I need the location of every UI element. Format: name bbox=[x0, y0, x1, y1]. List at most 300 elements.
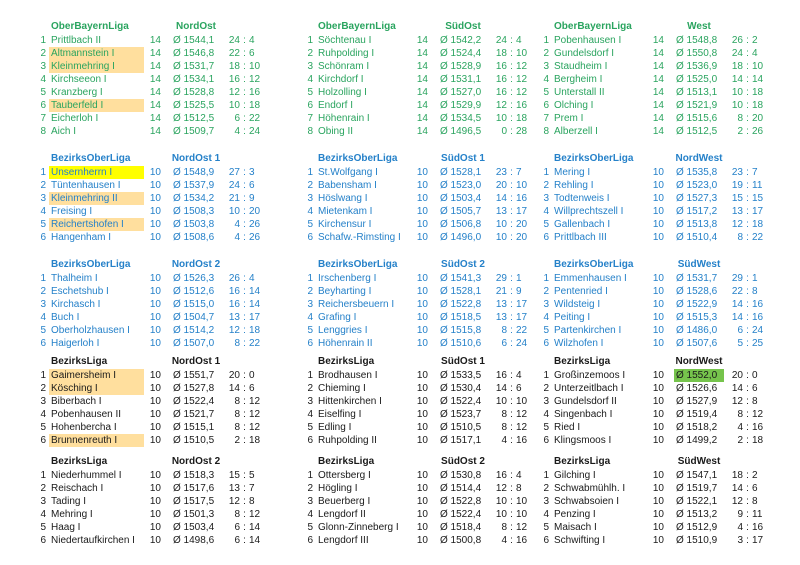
points-won: 9 bbox=[737, 509, 743, 520]
average-score: Ø 1534,1 bbox=[173, 74, 215, 85]
ratio-separator: : bbox=[243, 422, 246, 433]
points-ratio bbox=[225, 382, 264, 395]
average-score: Ø 1503,4 bbox=[440, 193, 482, 204]
ratio-separator: : bbox=[243, 496, 246, 507]
average-score: Ø 1486,0 bbox=[676, 325, 718, 336]
points-ratio bbox=[492, 408, 531, 421]
games-played: 10 bbox=[149, 180, 161, 191]
average-score: Ø 1522,9 bbox=[676, 299, 718, 310]
points-lost: 18 bbox=[249, 100, 261, 111]
points-won: 14 bbox=[495, 193, 507, 204]
points-won: 13 bbox=[731, 206, 743, 217]
ratio-separator: : bbox=[510, 273, 513, 284]
games-spacer bbox=[144, 455, 161, 468]
games-played: 14 bbox=[652, 126, 664, 137]
table-row bbox=[35, 508, 302, 521]
rank: 5 bbox=[307, 522, 313, 533]
ratio-separator: : bbox=[746, 87, 749, 98]
table-row bbox=[302, 421, 538, 434]
average-score: Ø 1523,7 bbox=[440, 409, 482, 420]
rank: 3 bbox=[307, 61, 313, 72]
ratio-separator: : bbox=[510, 232, 513, 243]
points-lost: 16 bbox=[516, 535, 528, 546]
ratio-separator: : bbox=[243, 286, 246, 297]
team-name: Kirchdorf I bbox=[318, 74, 364, 85]
rank-spacer bbox=[35, 355, 46, 368]
points-ratio bbox=[728, 395, 767, 408]
points-lost: 4 bbox=[752, 48, 758, 59]
points-ratio bbox=[225, 112, 264, 125]
points-won: 8 bbox=[737, 409, 743, 420]
team-name: Klingsmoos I bbox=[554, 435, 612, 446]
average-score: Ø 1523,0 bbox=[676, 180, 718, 191]
average-score: Ø 1528,1 bbox=[440, 167, 482, 178]
rank: 2 bbox=[307, 48, 313, 59]
games-played: 10 bbox=[652, 409, 664, 420]
rank: 1 bbox=[543, 370, 549, 381]
rank: 6 bbox=[543, 232, 549, 243]
team-name: Unterzeitlbach I bbox=[554, 383, 624, 394]
average-score: Ø 1529,9 bbox=[440, 100, 482, 111]
team-name: Bergheim I bbox=[554, 74, 603, 85]
points-won: 29 bbox=[731, 273, 743, 284]
points-ratio bbox=[728, 369, 767, 382]
points-won: 16 bbox=[495, 74, 507, 85]
points-ratio bbox=[728, 285, 767, 298]
team-name: Ruhpolding II bbox=[318, 435, 377, 446]
points-ratio bbox=[225, 469, 264, 482]
ratio-separator: : bbox=[746, 470, 749, 481]
games-played: 10 bbox=[149, 496, 161, 507]
points-won: 4 bbox=[501, 535, 507, 546]
points-lost: 26 bbox=[752, 126, 764, 137]
average-score: Ø 1509,7 bbox=[173, 126, 215, 137]
average-score: Ø 1507,0 bbox=[173, 338, 215, 349]
points-won: 16 bbox=[495, 61, 507, 72]
table-row bbox=[35, 382, 302, 395]
points-lost: 14 bbox=[249, 522, 261, 533]
games-played: 10 bbox=[149, 470, 161, 481]
points-won: 14 bbox=[731, 483, 743, 494]
table-row bbox=[538, 534, 774, 547]
points-lost: 12 bbox=[516, 409, 528, 420]
ratio-separator: : bbox=[746, 232, 749, 243]
points-won: 8 bbox=[501, 522, 507, 533]
points-won: 8 bbox=[234, 338, 240, 349]
points-ratio bbox=[225, 218, 264, 231]
rank: 3 bbox=[40, 299, 46, 310]
games-played: 14 bbox=[416, 48, 428, 59]
section-header bbox=[538, 20, 774, 33]
division-title: SüdWest bbox=[677, 259, 721, 270]
table-row bbox=[302, 205, 538, 218]
team-name: Niedertaufkirchen I bbox=[51, 535, 135, 546]
table-row bbox=[35, 205, 302, 218]
league-title: BezirksOberLiga bbox=[318, 259, 398, 270]
games-spacer bbox=[411, 355, 428, 368]
points-won: 10 bbox=[731, 87, 743, 98]
ratio-separator: : bbox=[746, 370, 749, 381]
points-ratio bbox=[225, 231, 264, 244]
league-title: BezirksOberLiga bbox=[318, 153, 398, 164]
ratio-separator: : bbox=[510, 35, 513, 46]
points-lost: 4 bbox=[249, 35, 255, 46]
games-spacer bbox=[411, 152, 428, 165]
rank-spacer bbox=[538, 258, 549, 271]
rank: 2 bbox=[543, 286, 549, 297]
team-name: Kleinmehring I bbox=[49, 60, 144, 73]
section-header bbox=[302, 20, 538, 33]
games-played: 10 bbox=[149, 535, 161, 546]
points-ratio bbox=[225, 179, 264, 192]
points-lost: 1 bbox=[516, 273, 522, 284]
team-name: Ottersberg I bbox=[318, 470, 371, 481]
games-played: 14 bbox=[416, 35, 428, 46]
points-lost: 17 bbox=[249, 312, 261, 323]
games-played: 14 bbox=[652, 35, 664, 46]
average-score: Ø 1513,1 bbox=[676, 87, 718, 98]
table-row bbox=[302, 521, 538, 534]
rank: 4 bbox=[543, 74, 549, 85]
team-name: Mietenkam I bbox=[318, 206, 373, 217]
rank: 6 bbox=[307, 535, 313, 546]
rank: 4 bbox=[40, 509, 46, 520]
ratio-separator: : bbox=[243, 126, 246, 137]
rank: 4 bbox=[40, 206, 46, 217]
table-row bbox=[538, 166, 774, 179]
section-header bbox=[35, 455, 302, 468]
points-won: 14 bbox=[731, 74, 743, 85]
average-score: Ø 1522,4 bbox=[173, 396, 215, 407]
ratio-separator: : bbox=[510, 219, 513, 230]
table-row bbox=[35, 34, 302, 47]
points-ratio bbox=[728, 179, 767, 192]
points-lost: 12 bbox=[516, 422, 528, 433]
table-row bbox=[538, 60, 774, 73]
points-won: 19 bbox=[731, 180, 743, 191]
rank: 4 bbox=[40, 74, 46, 85]
games-played: 10 bbox=[149, 232, 161, 243]
points-won: 20 bbox=[495, 180, 507, 191]
average-score: Ø 1513,2 bbox=[676, 509, 718, 520]
points-lost: 20 bbox=[752, 113, 764, 124]
ratio-separator: : bbox=[510, 286, 513, 297]
table-row bbox=[538, 192, 774, 205]
team-name: Ried I bbox=[554, 422, 581, 433]
rank-spacer bbox=[302, 20, 313, 33]
ratio-separator: : bbox=[746, 100, 749, 111]
points-lost: 6 bbox=[752, 483, 758, 494]
average-score: Ø 1496,5 bbox=[440, 126, 482, 137]
section-header bbox=[538, 355, 774, 368]
team-name: Chieming I bbox=[318, 383, 366, 394]
games-played: 14 bbox=[149, 35, 161, 46]
team-name: Eschetshub I bbox=[51, 286, 109, 297]
points-ratio bbox=[728, 73, 767, 86]
ratio-separator: : bbox=[243, 509, 246, 520]
games-played: 10 bbox=[149, 167, 161, 178]
rank: 1 bbox=[543, 35, 549, 46]
ratio-separator: : bbox=[746, 312, 749, 323]
table-row bbox=[538, 337, 774, 350]
rank: 2 bbox=[40, 383, 46, 394]
table-row bbox=[538, 521, 774, 534]
rank: 1 bbox=[307, 167, 313, 178]
games-played: 14 bbox=[416, 100, 428, 111]
team-name: Söchtenau I bbox=[318, 35, 372, 46]
rank: 4 bbox=[307, 206, 313, 217]
points-lost: 8 bbox=[752, 396, 758, 407]
team-name: Babensham I bbox=[318, 180, 377, 191]
ratio-separator: : bbox=[510, 325, 513, 336]
points-won: 6 bbox=[234, 522, 240, 533]
team-name: Wilzhofen I bbox=[554, 338, 604, 349]
points-lost: 15 bbox=[752, 193, 764, 204]
average-score: Ø 1518,5 bbox=[440, 312, 482, 323]
average-score: Ø 1530,4 bbox=[440, 383, 482, 394]
team-name: Mering I bbox=[554, 167, 591, 178]
rank: 6 bbox=[543, 338, 549, 349]
points-ratio bbox=[492, 298, 531, 311]
rank: 1 bbox=[307, 273, 313, 284]
team-name: Emmenhausen I bbox=[554, 273, 627, 284]
league-section bbox=[302, 152, 538, 244]
ratio-separator: : bbox=[510, 396, 513, 407]
league-section bbox=[538, 152, 774, 244]
ratio-separator: : bbox=[746, 180, 749, 191]
ratio-separator: : bbox=[746, 219, 749, 230]
points-ratio bbox=[492, 324, 531, 337]
division-title: SüdWest bbox=[677, 456, 721, 467]
ratio-separator: : bbox=[510, 338, 513, 349]
average-score: Ø 1519,4 bbox=[676, 409, 718, 420]
games-played: 10 bbox=[149, 522, 161, 533]
rank: 2 bbox=[543, 383, 549, 394]
points-won: 24 bbox=[495, 35, 507, 46]
average-score: Ø 1496,0 bbox=[440, 232, 482, 243]
team-name: Reichersbeuern I bbox=[318, 299, 395, 310]
points-lost: 14 bbox=[752, 74, 764, 85]
points-lost: 18 bbox=[752, 100, 764, 111]
average-score: Ø 1544,1 bbox=[173, 35, 215, 46]
points-won: 2 bbox=[234, 435, 240, 446]
points-ratio bbox=[492, 521, 531, 534]
games-played: 10 bbox=[652, 422, 664, 433]
league-section bbox=[538, 258, 774, 350]
table-row bbox=[35, 298, 302, 311]
games-played: 14 bbox=[149, 100, 161, 111]
points-ratio bbox=[225, 192, 264, 205]
table-row bbox=[302, 112, 538, 125]
games-played: 14 bbox=[149, 48, 161, 59]
points-ratio bbox=[492, 179, 531, 192]
rank: 1 bbox=[40, 167, 46, 178]
points-ratio bbox=[728, 421, 767, 434]
games-played: 14 bbox=[149, 113, 161, 124]
games-spacer bbox=[144, 258, 161, 271]
rank-spacer bbox=[538, 455, 549, 468]
team-name: Gaimersheim I bbox=[49, 369, 144, 382]
points-lost: 11 bbox=[752, 509, 763, 520]
table-row bbox=[302, 324, 538, 337]
rank: 3 bbox=[543, 299, 549, 310]
table-row bbox=[35, 73, 302, 86]
table-row bbox=[35, 337, 302, 350]
average-score: Ø 1525,0 bbox=[676, 74, 718, 85]
games-played: 10 bbox=[149, 396, 161, 407]
points-won: 14 bbox=[731, 383, 743, 394]
table-row bbox=[35, 434, 302, 447]
table-row bbox=[302, 395, 538, 408]
table-row bbox=[538, 125, 774, 138]
team-name: Penzing I bbox=[554, 509, 596, 520]
table-row bbox=[538, 34, 774, 47]
rank: 3 bbox=[543, 61, 549, 72]
table-row bbox=[302, 482, 538, 495]
games-played: 14 bbox=[416, 113, 428, 124]
section-header bbox=[35, 355, 302, 368]
points-won: 4 bbox=[501, 435, 507, 446]
points-ratio bbox=[728, 408, 767, 421]
table-row bbox=[302, 272, 538, 285]
team-name: Holzolling I bbox=[318, 87, 367, 98]
ratio-separator: : bbox=[746, 167, 749, 178]
ratio-separator: : bbox=[510, 193, 513, 204]
team-name: Kirchasch I bbox=[51, 299, 101, 310]
division-title: NordOst 2 bbox=[171, 259, 221, 270]
table-row bbox=[538, 73, 774, 86]
points-won: 8 bbox=[501, 409, 507, 420]
points-won: 26 bbox=[731, 35, 743, 46]
table-row bbox=[35, 369, 302, 382]
points-lost: 10 bbox=[516, 48, 528, 59]
average-score: Ø 1508,6 bbox=[173, 232, 215, 243]
points-won: 13 bbox=[495, 299, 507, 310]
table-row bbox=[302, 47, 538, 60]
points-won: 12 bbox=[228, 496, 240, 507]
games-played: 14 bbox=[149, 61, 161, 72]
ratio-separator: : bbox=[746, 193, 749, 204]
standings-column-2 bbox=[302, 20, 538, 561]
points-won: 8 bbox=[737, 232, 743, 243]
average-score: Ø 1517,6 bbox=[173, 483, 215, 494]
average-score: Ø 1550,8 bbox=[676, 48, 718, 59]
points-ratio bbox=[492, 311, 531, 324]
points-lost: 8 bbox=[249, 496, 255, 507]
games-played: 10 bbox=[416, 299, 428, 310]
points-lost: 18 bbox=[752, 435, 764, 446]
average-score: Ø 1531,7 bbox=[676, 273, 718, 284]
points-lost: 16 bbox=[752, 312, 764, 323]
points-ratio bbox=[225, 166, 264, 179]
team-name: Willprechtszell I bbox=[554, 206, 624, 217]
points-won: 8 bbox=[501, 422, 507, 433]
average-score: Ø 1527,3 bbox=[676, 193, 718, 204]
rank: 3 bbox=[307, 299, 313, 310]
games-played: 10 bbox=[652, 338, 664, 349]
table-row bbox=[302, 434, 538, 447]
points-lost: 16 bbox=[516, 100, 528, 111]
average-score: Ø 1515,6 bbox=[676, 113, 718, 124]
points-lost: 8 bbox=[752, 286, 758, 297]
games-played: 10 bbox=[416, 396, 428, 407]
table-row bbox=[538, 495, 774, 508]
points-lost: 16 bbox=[249, 87, 261, 98]
games-played: 14 bbox=[149, 126, 161, 137]
team-name: Beyharting I bbox=[318, 286, 372, 297]
points-lost: 24 bbox=[516, 338, 528, 349]
rank: 5 bbox=[543, 422, 549, 433]
points-lost: 10 bbox=[249, 61, 261, 72]
team-name: Partenkirchen I bbox=[554, 325, 622, 336]
table-row bbox=[538, 311, 774, 324]
rank: 6 bbox=[40, 338, 46, 349]
average-score: Ø 1510,9 bbox=[676, 535, 718, 546]
rank-spacer bbox=[302, 258, 313, 271]
table-row bbox=[538, 382, 774, 395]
games-played: 10 bbox=[652, 496, 664, 507]
points-lost: 10 bbox=[516, 396, 528, 407]
points-won: 12 bbox=[495, 483, 507, 494]
rank: 1 bbox=[307, 35, 313, 46]
points-won: 10 bbox=[495, 113, 507, 124]
average-score: Ø 1528,6 bbox=[676, 286, 718, 297]
points-ratio bbox=[728, 272, 767, 285]
games-played: 10 bbox=[652, 383, 664, 394]
table-row bbox=[35, 99, 302, 112]
games-played: 14 bbox=[416, 87, 428, 98]
team-name: Altmannstein I bbox=[49, 47, 144, 60]
ratio-separator: : bbox=[243, 219, 246, 230]
ratio-separator: : bbox=[510, 299, 513, 310]
rank: 2 bbox=[40, 180, 46, 191]
table-row bbox=[35, 324, 302, 337]
games-played: 10 bbox=[416, 422, 428, 433]
rank: 4 bbox=[307, 509, 313, 520]
table-row bbox=[35, 495, 302, 508]
rank: 4 bbox=[543, 509, 549, 520]
points-ratio bbox=[728, 112, 767, 125]
games-played: 14 bbox=[652, 113, 664, 124]
points-ratio bbox=[728, 99, 767, 112]
points-won: 4 bbox=[234, 232, 240, 243]
rank: 2 bbox=[307, 483, 313, 494]
points-ratio bbox=[225, 324, 264, 337]
points-ratio bbox=[492, 285, 531, 298]
table-row bbox=[302, 534, 538, 547]
average-score: Ø 1512,9 bbox=[676, 522, 718, 533]
games-played: 10 bbox=[652, 167, 664, 178]
ratio-separator: : bbox=[510, 312, 513, 323]
league-section bbox=[35, 258, 302, 350]
table-row bbox=[302, 99, 538, 112]
points-won: 15 bbox=[731, 193, 743, 204]
average-score: Ø 1512,6 bbox=[173, 286, 215, 297]
points-ratio bbox=[492, 166, 531, 179]
games-played: 14 bbox=[652, 100, 664, 111]
ratio-separator: : bbox=[746, 522, 749, 533]
rank: 1 bbox=[543, 167, 549, 178]
points-won: 13 bbox=[495, 312, 507, 323]
points-ratio bbox=[728, 218, 767, 231]
points-ratio bbox=[225, 60, 264, 73]
points-won: 12 bbox=[731, 496, 743, 507]
points-ratio bbox=[728, 205, 767, 218]
points-ratio bbox=[225, 99, 264, 112]
points-ratio bbox=[225, 125, 264, 138]
ratio-separator: : bbox=[243, 299, 246, 310]
ratio-separator: : bbox=[746, 48, 749, 59]
